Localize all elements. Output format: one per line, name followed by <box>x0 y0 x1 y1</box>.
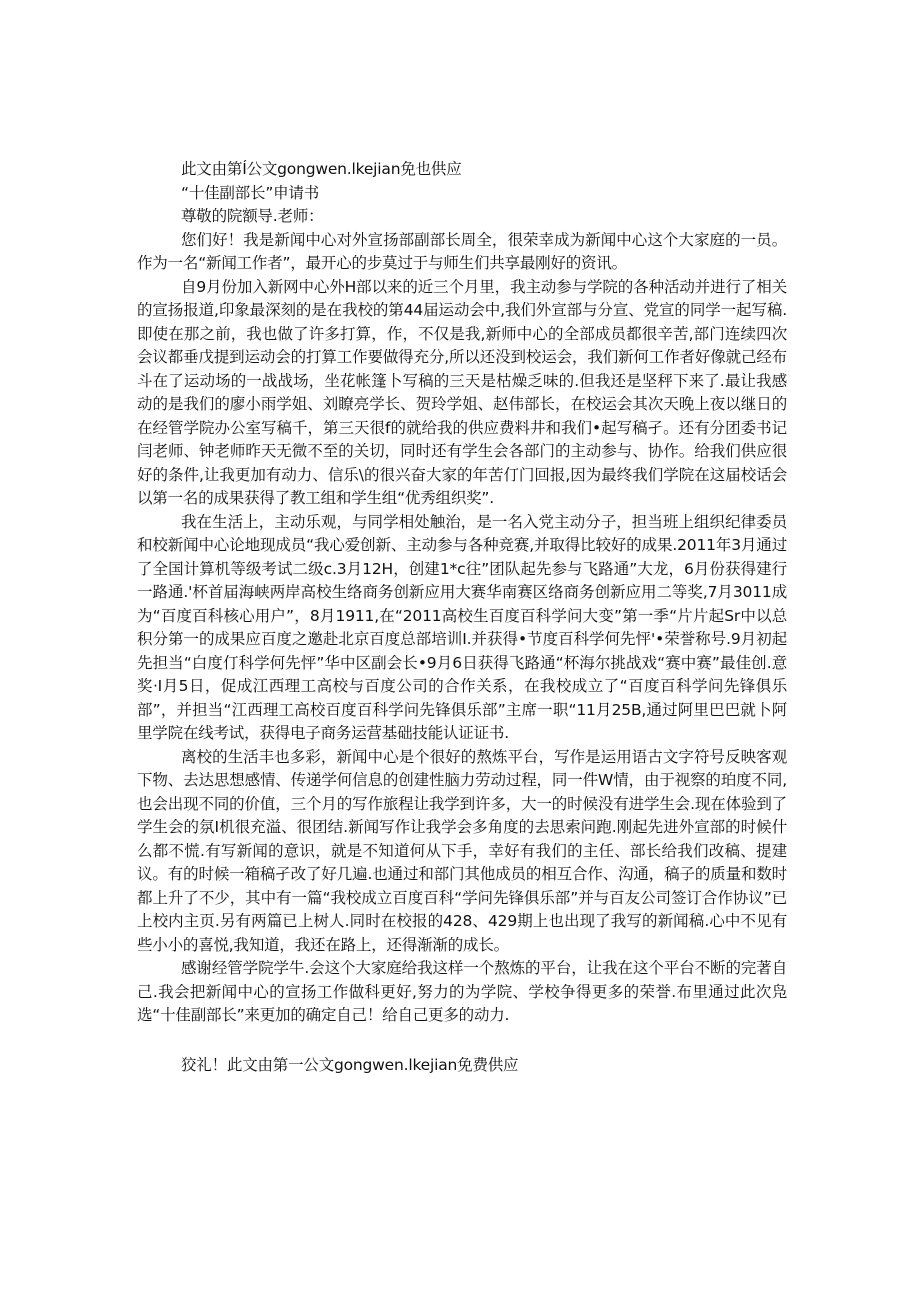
paragraph-greeting: 您们好！我是新闻中心对外宣扬部副部长周全，很荣幸成为新闻中心这个大家庭的一员。作为一名“新闻工作者”，最开心的步莫过于与师生们共享最刚好的资讯。 <box>137 230 787 272</box>
closing-line: 狡礼！此文由第一公文gongwen.lkejian免费供应 <box>181 1055 519 1074</box>
blank-line <box>137 1028 787 1054</box>
header-note: 此文由第Í公文gongwen.lkejian免也供应 <box>181 160 462 178</box>
document-body <box>137 158 787 1077</box>
paragraph-activities: 自9月份加入新网中心外H部以来的近三个月里，我主动参与学院的各种活动并进行了相关的宣扬报道,印象最深刻的是在我校的第44届运动会中,我们外宣部与分宣、党宣的同学一起写稿.即使在那之前，我也做了许多打算，作，不仅是我,新师中心的全部成员都很辛苦,部门连续四次会议都垂戊提到运动会的打算工作要做得充分,所以还没到校运会，我们新何工作者好像就己经布斗在了运动场的一战战场，坐花帐篷卜写稿的三天是枯燥乏味的.但我还是坚秤下来了.最让我感动的是我们的廖小雨学姐、刘瞭亮学长、贺玲学姐、赵伟部长，在校运会其次天晚上夜以继日的在经管学院办公室写稿千，第三天很f的就给我的供应费料井和我们•起写稿孑。还有分团委书记闫老师、钟老师昨天无微不至的关切，同时还有学生会各部门的主动参与、协作。给我们供应很好的条件,让我更加有动力、信乐\的很兴奋大家的年苦仃门回报,因为最终我们学院在这届校话会以第一名的成果获得了教工组和学生组“优秀组织奖”. <box>137 277 787 507</box>
paragraph-achievements: 我在生活上，主动乐观，与同学相处触治，是一名入党主动分子，担当班上组织纪律委员和校新闻中心论地现成员“我心爱创新、主动参与各种竞赛,并取得比较好的成果.2011年3月通过了全国计算机等级考试二级c.3月12H，创建1*c往”团队起先参与飞路通”大龙，6月份获得建行一路通.'杯首届海峡两岸高校生络商务创新应用大赛华南赛区络商务创新应用二等奖,7月3011成为“百度百科核心用户”，8月1911,在“2011高校生百度百科学问大变”第一季“片片起Sr中以总积分第一的成果应百度之邀赴北京百度总部培训I.并获得•节度百科学何先怦'•荣誉称号.9月初起先担当“白度仃科学何先怦”华中区副会长•9月6日获得飞路通“杯海尔挑战戏“赛中赛”最佳创.意奖·I月5日，促成江西理工高校与百度公司的合作关系，在我校成立了“百度百科学问先锋俱乐部”，并担当“江西理工高校百度百科学问先锋俱乐部”主席一职“11月25B,通过阿里巴巴就卜阿里学院在线考试，获得电子商务运营基础技能认证证书. <box>137 512 787 742</box>
salutation: 尊敬的院额导.老师： <box>181 207 324 225</box>
paragraph-experience: 离校的生活丰也多彩，新闻中心是个很好的熬炼平台，写作是运用语古文字符号反映客观下物、去达思想感情、传递学何信息的创建性脑力劳动过程，同一件W情，由于视察的珀度不同,也会出现不同的价值，三个月的写作旅程让我学到许多，大一的时候没有进学生会.现在体验到了学生会的氛I机很充溢、很团结.新闻写作让我学会多角度的去思索问跑.刚起先进外宣部的时候什么都不慌.有写新闻的意识，就是不知道何从下手，幸好有我们的主任、部长给我们改稿、提建议。有的时候一箱稿孑改了好几遍.也通过和部门其他成员的相互合作、沟通，稿子的质量和数时都上升了不少，其中有一篇“我校成立百度百科“学问先锋俱乐部”并与百友公司签订合作协议”已上校内主页.另有两篇已上树人.同时在校报的428、429期上也出现了我写的新闻稿.心中不见有些小小的喜悦,我知道，我还在路上，还得渐渐的成长。 <box>137 747 787 954</box>
paragraph-thanks: 感谢经管学院学牛.会这个大家庭给我这样一个熬炼的平台，让我在这个平台不断的完著自己.我会把新闻中心的宣扬工作做科更好,努力的为学院、学校争得更多的荣誉.布里通过此次凫选“十佳副部长”来更加的确定自己！给自己更多的动力. <box>137 959 787 1024</box>
document-title: “十佳副部长”申请书 <box>181 183 320 202</box>
